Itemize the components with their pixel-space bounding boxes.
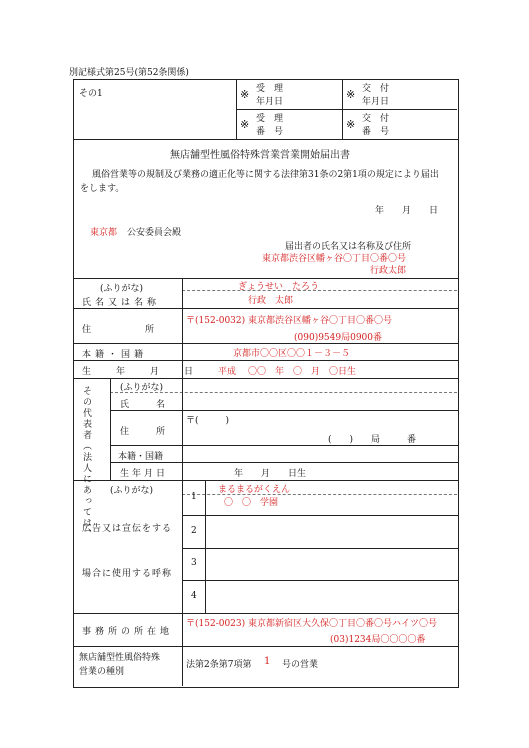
rep-phone: ( ) 局 番 — [328, 435, 417, 445]
addressee-pref: 東京都 — [90, 228, 118, 238]
kind-prefix: 法第2条第7項第 — [186, 660, 252, 670]
ad-label-line-1: 広告又は宣伝をする — [82, 524, 173, 534]
ad-name-1: 〇 〇 学園 — [224, 498, 279, 508]
kind-label-line-1: 無店舗型性風俗特殊 — [79, 653, 161, 663]
ad-number-3: 3 — [191, 558, 197, 568]
applicant-name: 行政太郎 — [370, 266, 407, 276]
issue-koufu-2: 交 付 — [362, 114, 390, 124]
rep-postal: 〒( ) — [186, 416, 230, 426]
name-value: 行政 太郎 — [248, 296, 294, 306]
asterisk-mark-3: ※ — [346, 88, 356, 101]
kind-number: 1 — [264, 656, 271, 667]
form-id: 別記様式第25号(第52条関係) — [69, 68, 189, 78]
asterisk-mark-4: ※ — [346, 118, 356, 131]
applicant-label: 届出者の氏名又は名称及び住所 — [285, 242, 412, 252]
receipt-num-label: 番 号 — [256, 127, 284, 137]
furigana-label: (ふりがな) — [100, 284, 144, 294]
rep-address-label: 住 所 — [120, 427, 166, 437]
ad-number-2: 2 — [191, 526, 197, 536]
issue-koufu: 交 付 — [362, 84, 390, 94]
office-address: 〒(152-0023) 東京都新宿区大久保〇丁目〇番〇号ハイツ〇号 — [186, 619, 438, 629]
ad-name-1-furigana: まるまるがくえん — [218, 485, 291, 495]
rep-honseki-label: 本籍・国籍 — [118, 452, 164, 462]
body-line-2: をします。 — [80, 184, 125, 194]
date-line: 年 月 日 — [375, 206, 439, 216]
applicant-address: 東京都渋谷区幡ヶ谷〇丁目〇番〇号 — [262, 254, 407, 264]
kind-suffix: 号の営業 — [282, 660, 319, 670]
form-title: 無店舗型性風俗特殊営業営業開始届出書 — [170, 150, 350, 161]
ad-label-line-2: 場合に使用する呼称 — [82, 569, 173, 579]
birth-era: 平成 — [218, 367, 237, 377]
ad-furigana-label: (ふりがな) — [110, 486, 154, 496]
receipt-date-label: 年月日 — [256, 97, 284, 107]
receipt-bango: 受 理 — [256, 114, 284, 124]
birth-value: 〇〇 年 〇 月 〇日生 — [248, 367, 357, 377]
addressee: 公安委員会殿 — [127, 228, 182, 238]
name-label: 氏名又は名称 — [82, 298, 161, 308]
rep-furigana-label: (ふりがな) — [120, 383, 164, 393]
ad-number-4: 4 — [191, 591, 197, 601]
asterisk-mark-2: ※ — [240, 118, 250, 131]
honseki-label: 本籍・国籍 — [82, 350, 148, 360]
issue-num-label: 番 号 — [362, 127, 390, 137]
rep-name-label: 氏 名 — [120, 400, 166, 410]
office-phone: (03)1234局〇〇〇〇番 — [330, 635, 426, 645]
birth-label: 生 年 月 日 — [82, 367, 202, 377]
asterisk-mark-1: ※ — [240, 88, 250, 101]
phone-value: (090)9549局0900番 — [294, 333, 383, 343]
rep-birth-value: 年 月 日生 — [234, 469, 307, 479]
kind-label-line-2: 営業の種別 — [79, 667, 125, 677]
address-value: 〒(152-0032) 東京都渋谷区幡ヶ谷〇丁目〇番〇号 — [186, 316, 393, 326]
honseki-value: 京都市〇〇区〇〇１－３－５ — [233, 349, 351, 359]
rep-birth-label: 生年月日 — [120, 469, 169, 479]
sheet-label: その1 — [79, 89, 103, 99]
receipt-juri: 受 理 — [256, 84, 284, 94]
body-line-1: 風俗営業等の規制及び業務の適正化等に関する法律第31条の2第1項の規定により届出 — [92, 170, 439, 180]
issue-date-label: 年月日 — [362, 97, 390, 107]
address-label: 住 所 — [82, 325, 155, 335]
office-label: 事務所の所在地 — [82, 627, 174, 637]
ad-number-1: 1 — [191, 492, 197, 502]
rep-side-label: その代表者（法人にあっては、 — [81, 386, 91, 540]
name-furigana-value: ぎょうせい たろう — [238, 282, 320, 292]
